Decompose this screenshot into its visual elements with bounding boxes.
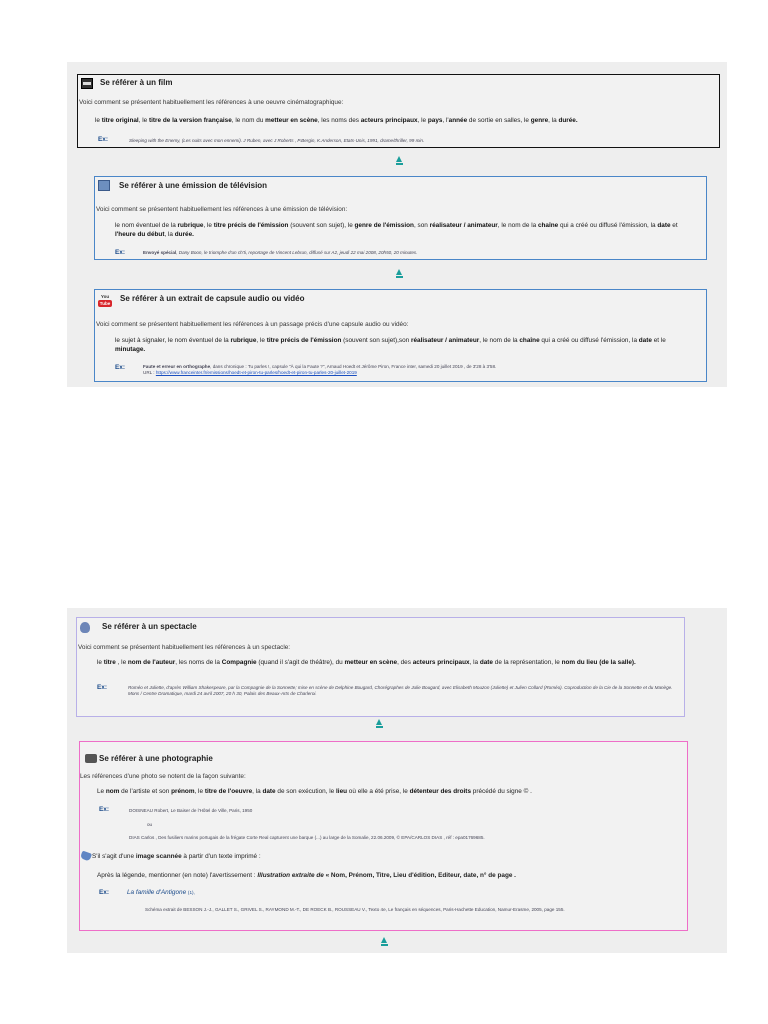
capsule-box: [94, 289, 707, 382]
tv-body: le nom éventuel de la rubrique, le titre précis de l'émission (souvent son sujet), le genre de l'émission, son réalisateur / animateur, le nom de la chaîne qui a créé ou diffusé l'émission, la date et l'heure du début, la durée.: [115, 222, 678, 238]
photo-after-line: Après la légende, mentionner (en note) l'avertissement : Illustration extraite de « Nom, Prénom, Titre, Lieu d'édition, Editeur, date, n° de page .: [97, 872, 516, 879]
photo-note: Schéma extrait de BESSON J.-J., GALLET S., GRIVEL S., RAYMOND M.-T., DE ROECK B., ROUSSEAU V., Texto 4e, Le français en séquences, Paris-Hachette Education, Namur-Erasme, 2005, page 155.: [145, 907, 565, 912]
tv-icon: [98, 180, 110, 191]
back-to-top-icon[interactable]: [381, 937, 388, 946]
capsule-url: URL : https://www.franceinter.fr/emissions/hoedt-et-piron-tu-parles/hoedt-et-piron-tu-parles-20-juillet-2019: [143, 370, 357, 375]
spectacle-ex-text: Roméo et Juliette, d'après William Shakespeare, par la Compagnie de la Sonnette; mise en scène de Delphine Bougard, Chorégraphes de Julie Bougard, avec Elisabeth Mouzon (Juliette) et Julien Collard (Roméo). Coproduction de la Cie de la Sonnette et du Manège. Mons / Centre Dramatique, mardi 24 avril 2007, 20 h 30, Palais des Beaux-Arts de Charleroi.: [128, 685, 673, 696]
capsule-title: Se référer à un extrait de capsule audio ou vidéo: [120, 294, 305, 303]
photo-body: Le nom de l'artiste et son prénom, le titre de l'oeuvre, la date de son exécution, le lieu où elle a été prise, le détenteur des droits précédé du signe © .: [97, 788, 532, 795]
film-ex-text: Sleeping with the Enemy, (Les nuits avec mon ennemi). J Ruben, avec J Roberts , P.Bergin, K.Anderson, Etats-Unis, 1991, drame/thriller, 99 min.: [129, 138, 425, 143]
film-box: [77, 74, 720, 148]
theatre-masks-icon: [80, 622, 90, 633]
youtube-icon: You Tube: [99, 294, 111, 306]
back-to-top-icon[interactable]: [396, 269, 403, 278]
film-intro: Voici comment se présentent habituellement les références à une oeuvre cinématographique:: [79, 99, 344, 106]
upper-panel: [67, 62, 727, 387]
tv-ex-label: Ex:: [115, 249, 125, 256]
capsule-intro: Voici comment se présentent habituellement les références à un passage précis d'une capsule audio ou vidéo:: [96, 321, 409, 328]
photo-intro: Les références d'une photo se notent de la façon suivante:: [80, 773, 246, 780]
capsule-ex-text: Faute et erreur en orthographe, dans chronique : Tu parles !, capsule "À qui la Faute ?", Arnaud Hoedt et Jérôme Piron, France inter, samedi 20 juillet 2019 , de 3'28 à 3'58.: [143, 364, 497, 369]
famille-link[interactable]: La famille d'Antigone (1),: [127, 889, 195, 896]
camera-icon: [85, 754, 97, 763]
spectacle-intro: Voici comment se présentent habituellement les références à un spectacle:: [78, 644, 291, 651]
spectacle-body: le titre , le nom de l'auteur, les noms de la Compagnie (quand il s'agit de théâtre), du metteur en scène, des acteurs principaux, la date de la représentation, le nom du lieu (de la salle).: [97, 659, 636, 666]
capsule-ex-label: Ex:: [115, 364, 125, 371]
photo-box: [79, 741, 688, 931]
spectacle-title: Se référer à un spectacle: [102, 622, 197, 631]
photo-ex1: DOISNEAU Robert, Le Baiser de l'Hôtel de Ville, Paris, 1950: [129, 808, 253, 813]
tv-ex-text: Envoyé spécial, Dany Boon, le triomphe d'un ch'ti, reportage de Vincent Lebrun, diffusé sur A2, jeudi 22 mai 2008, 20h50, 20 minutes.: [143, 250, 418, 255]
capsule-url-link[interactable]: https://www.franceinter.fr/emissions/hoedt-et-piron-tu-parles/hoedt-et-piron-tu-parles-20-juillet-2019: [155, 370, 357, 375]
film-icon: [81, 78, 93, 89]
spectacle-box: [76, 617, 685, 717]
tv-box: [94, 176, 707, 260]
photo-ex-label: Ex:: [99, 806, 109, 813]
photo-ex2: DIAS Carlos , Des fusiliers marins portugais de la frégate Corte Real capturent une barque (...) au large de la Somalie, 22.06.2009, © EPA/CARLOS DIAS , réf : epa01769685.: [129, 835, 485, 840]
photo-title: Se référer à une photographie: [99, 754, 213, 763]
spectacle-ex-label: Ex:: [97, 684, 107, 691]
back-to-top-icon[interactable]: [376, 719, 383, 728]
photo-ex-label-2: Ex:: [99, 889, 109, 896]
film-ex-label: Ex:: [98, 136, 108, 143]
tv-title: Se référer à une émission de télévision: [119, 181, 268, 190]
scanner-icon: [80, 851, 92, 862]
tv-intro: Voici comment se présentent habituellement les références à une émission de télévision:: [96, 206, 348, 213]
film-title: Se référer à un film: [100, 78, 173, 87]
photo-ou: ou: [147, 822, 153, 827]
photo-scan-line: S'il s'agit d'une image scannée à partir d'un texte imprimé :: [92, 853, 261, 860]
film-body: le titre original, le titre de la version française, le nom du metteur en scène, les noms des acteurs principaux, le pays, l'année de sortie en salles, le genre, la durée.: [95, 117, 578, 124]
capsule-body: le sujet à signaler, le nom éventuel de la rubrique, le titre précis de l'émission (souvent son sujet),son réalisateur / animateur, le nom de la chaîne qui a créé ou diffusé l'émission, la date et le minutage.: [115, 337, 666, 353]
back-to-top-icon[interactable]: [396, 156, 403, 165]
lower-panel: [67, 608, 727, 953]
